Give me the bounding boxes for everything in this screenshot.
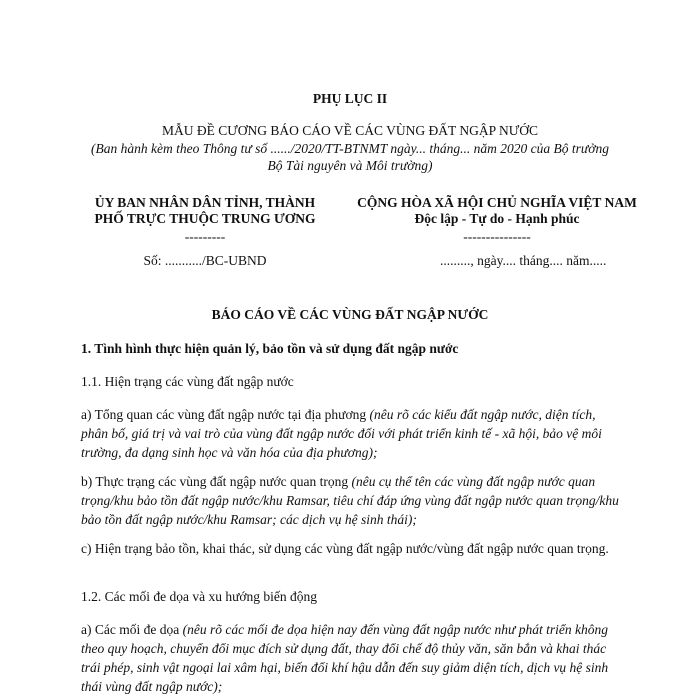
outline-title: MẪU ĐỀ CƯƠNG BÁO CÁO VỀ CÁC VÙNG ĐẤT NGẬP NƯỚC (162, 123, 538, 138)
section1-1-heading: 1.1. Hiện trạng các vùng đất ngập nước (81, 374, 294, 389)
paragraph-a-overview (81, 405, 621, 462)
right-header-motto: Độc lập - Tự do - Hạnh phúc (414, 211, 580, 226)
paragraph-a-overview-note: (nêu rõ các kiểu đất ngập nước, diện tích, phân bố, giá trị và vai trò của vùng đất ngập nước đối với phát triển kinh tế - xã hội, bảo vệ môi trường, đa dạng sinh học và văn hóa của địa phương); (81, 407, 602, 460)
paragraph-b-note: (nêu cụ thể tên các vùng đất ngập nước quan trọng/khu bảo tồn đất ngập nước/khu Ramsar, tiêu chí đáp ứng vùng đất ngập nước quan trọng/khu bảo tồn đất ngập nước/khu Ramsar; các dịch vụ hệ sinh thái); (81, 474, 619, 527)
paragraph-b-important-wetlands (81, 472, 621, 529)
issued-note-line1: (Ban hành kèm theo Thông tư số ....../2020/TT-BTNMT ngày... tháng... năm 2020 của Bộ trưởng (91, 141, 609, 156)
paragraph-b-text: b) Thực trạng các vùng đất ngập nước quan trọng (81, 474, 352, 489)
left-header-line2: PHỐ TRỰC THUỘC TRUNG ƯƠNG (94, 211, 316, 226)
right-header-divider: --------------- (463, 229, 531, 244)
left-header-line1: ỦY BAN NHÂN DÂN TỈNH, THÀNH (94, 195, 316, 210)
left-header-divider: --------- (184, 229, 226, 244)
section1-2-heading: 1.2. Các mối đe dọa và xu hướng biến động (81, 589, 318, 604)
issued-note-line2: Bộ Tài nguyên và Môi trường) (267, 158, 433, 173)
paragraph-a-threats (81, 620, 621, 696)
paragraph-c-conservation-status (81, 539, 621, 558)
document-number: Số: .........../BC-UBND (143, 253, 267, 268)
paragraph-a-threats-note: (nêu rõ các mối đe dọa hiện nay đến vùng đất ngập nước như phát triển không theo quy hoạch, chuyển đổi mục đích sử dụng đất, thay đổi chế độ thủy văn, săn bắn và khai thác trái phép, sinh vật ngoại lai xâm hại, biến đổi khí hậu dẫn đến suy giảm diện tích, dịch vụ hệ sinh thái vùng đất ngập nước); (81, 622, 609, 694)
paragraph-c-text: c) Hiện trạng bảo tồn, khai thác, sử dụng các vùng đất ngập nước/vùng đất ngập nước quan trọng. (81, 541, 609, 556)
appendix-title: PHỤ LỤC II (312, 91, 388, 106)
paragraph-a-threats-text: a) Các mối đe dọa (81, 622, 183, 637)
section1-heading: 1. Tình hình thực hiện quản lý, bảo tồn và sử dụng đất ngập nước (81, 341, 459, 356)
paragraph-a-overview-text: a) Tổng quan các vùng đất ngập nước tại địa phương (81, 407, 370, 422)
report-title: BÁO CÁO VỀ CÁC VÙNG ĐẤT NGẬP NƯỚC (211, 307, 489, 322)
right-header-line1: CỘNG HÒA XÃ HỘI CHỦ NGHĨA VIỆT NAM (357, 195, 637, 210)
document-date: ........., ngày.... tháng.... năm..... (440, 253, 607, 268)
